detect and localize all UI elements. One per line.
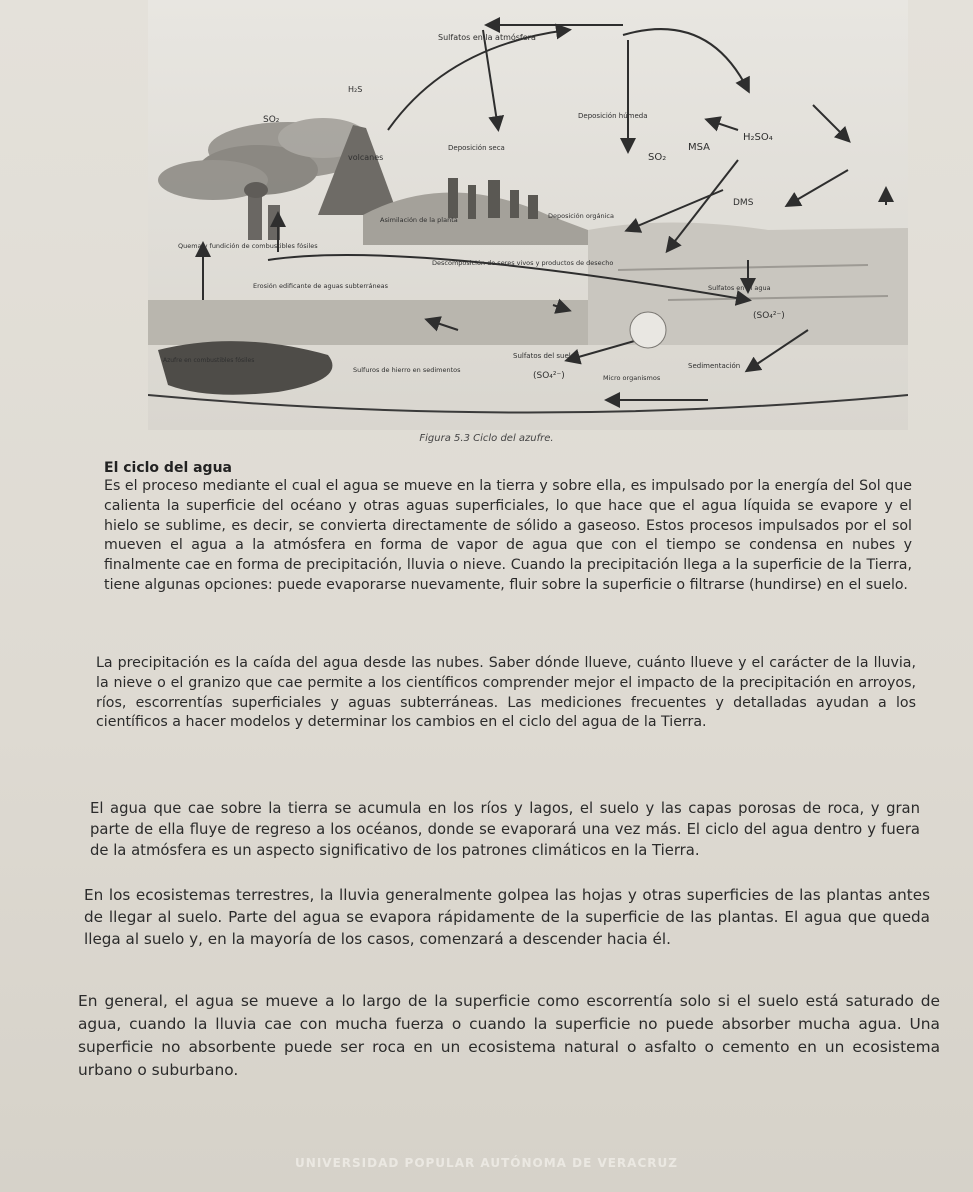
label-sedimentacion: Sedimentación — [688, 362, 741, 370]
label-volcanes: volcanes — [348, 153, 384, 162]
sulfur-cycle-figure — [148, 0, 908, 430]
label-so4-suelo: (SO₄²⁻) — [533, 371, 565, 381]
label-dms: DMS — [733, 198, 754, 208]
paragraph-1: Es el proceso mediante el cual el agua se mueve en la tierra y sobre ella, es impulsado por la energía del Sol que calienta la superficie del océano y otras aguas superficiales, lo que hace que el agua líquida se evapore y el hielo se sublime, es decir, se convierta directamente de sólido a gaseoso. Estos procesos impulsados por el sol mueven el agua a la atmósfera en forma de vapor de agua que con el tiempo se condensa en nubes y finalmente cae en forma de precipitación, lluvia o nieve. Cuando la precipitación llega a la superficie de la Tierra, tiene algunas opciones: puede evaporarse nuevamente, fluir sobre la superficie o filtrarse (hundirse) en el suelo. — [104, 478, 912, 593]
label-asimilacion: Asimilación de la planta — [380, 216, 458, 224]
label-h2so4: H₂SO₄ — [743, 132, 773, 143]
label-sulfatos-suelo: Sulfatos del suelo — [513, 352, 576, 360]
ground-shape — [148, 300, 588, 345]
label-descomposicion: Descomposición de seres vivos y productos de desecho — [432, 259, 614, 267]
label-h2s: H₂S — [348, 85, 363, 94]
figure-caption: Figura 5.3 Ciclo del azufre. — [419, 433, 554, 444]
sulfur-cycle-diagram — [148, 0, 908, 430]
label-deposicion-organica: Deposición orgánica — [548, 212, 614, 220]
label-deposicion-humeda: Deposición húmeda — [578, 112, 648, 120]
label-so2-right: SO₂ — [648, 152, 667, 163]
section-title: El ciclo del agua — [104, 460, 232, 476]
paragraph-5: En general, el agua se mueve a lo largo de la superficie como escorrentía solo si el suelo está saturado de agua, cuando la lluvia cae con mucha fuerza o cuando la superficie no puede absorber mucha agua. Una superficie no absorbente puede ser roca en un ecosistema natural o asfalto o cemento en un ecosistema urbano o suburbano. — [78, 992, 940, 1079]
label-sulfatos-agua: Sulfatos en el agua — [708, 284, 771, 292]
paragraph-4: En los ecosistemas terrestres, la lluvia generalmente golpea las hojas y otras superficies de las plantas antes de llegar al suelo. Parte del agua se evapora rápidamente de la superficie de las plantas. El agua que queda llega al suelo y, en la mayoría de los casos, comenzará a descender hacia él. — [84, 886, 930, 948]
label-sulfuros-hierro: Sulfuros de hierro en sedimentos — [353, 366, 461, 374]
label-microorganismos: Micro organismos — [603, 374, 661, 382]
paragraph-3: El agua que cae sobre la tierra se acumula en los ríos y lagos, el suelo y las capas porosas de roca, y gran parte de ella fluye de regreso a los océanos, donde se evaporará una vez más. El ciclo del agua dentro y fuera de la atmósfera es un aspecto significativo de los patrones climáticos en la Tierra. — [90, 800, 920, 859]
label-so2-left: SO₂ — [263, 115, 280, 125]
label-deposicion-seca: Deposición seca — [448, 144, 505, 152]
label-msa: MSA — [688, 142, 711, 153]
footer-watermark: UNIVERSIDAD POPULAR AUTÓNOMA DE VERACRUZ — [295, 1156, 678, 1170]
label-quema: Quema y fundición de combustibles fósiles — [178, 242, 318, 250]
label-sulfatos-atmosfera: Sulfatos en la atmósfera — [438, 33, 536, 42]
microorganism-icon — [630, 312, 666, 348]
label-azufre-combustibles: Azufre en combustibles fósiles — [163, 357, 255, 364]
paragraph-2: La precipitación es la caída del agua desde las nubes. Saber dónde llueve, cuánto llueve y el carácter de la lluvia, la nieve o el granizo que cae permite a los científicos comprender mejor el impacto de la precipitación en arroyos, ríos, escorrentías superficiales y aguas subterráneas. Las mediciones frecuentes y detalladas ayudan a los científicos a hacer modelos y determinar los cambios en el ciclo del agua de la Tierra. — [96, 655, 916, 731]
label-erosion: Erosión edificante de aguas subterráneas — [253, 282, 389, 290]
label-so4-agua: (SO₄²⁻) — [753, 311, 785, 321]
